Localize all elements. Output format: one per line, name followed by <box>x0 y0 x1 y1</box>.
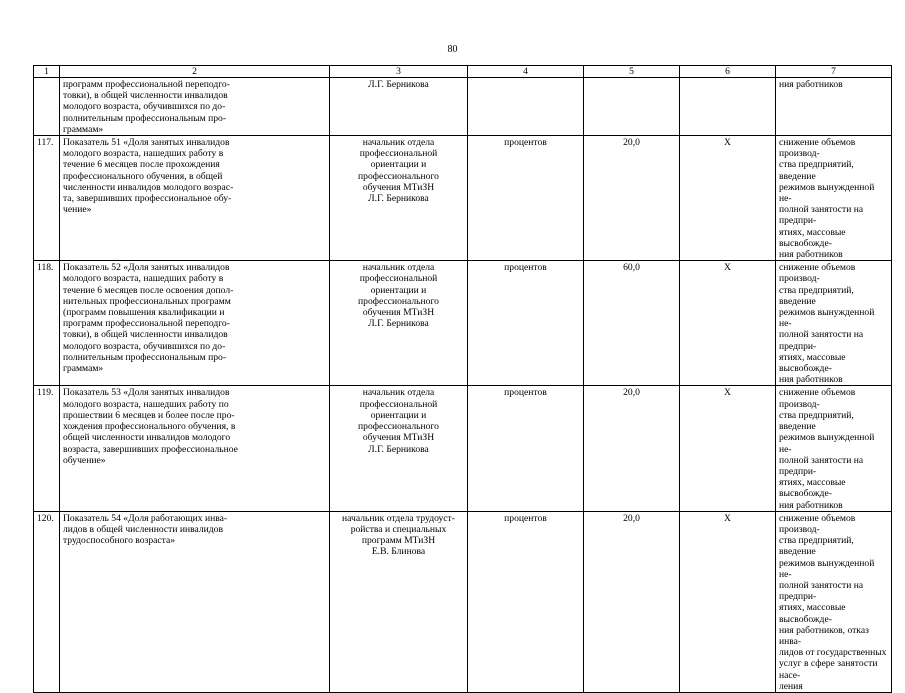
responsible-text: начальник отдела профессиональной ориентации и профессионального обучения МТиЗН Л.Г. Берникова <box>358 262 439 330</box>
responsible-text: начальник отдела профессиональной ориентации и профессионального обучения МТиЗН Л.Г. Берникова <box>358 387 439 455</box>
value-cell: 20,0 <box>584 386 680 511</box>
value-cell: 20,0 <box>584 511 680 692</box>
row-number-cell <box>34 78 60 136</box>
column-number-row <box>34 66 892 78</box>
indicator-name-text: Показатель 52 «Доля занятых инвалидов молодого возраста, нашедших работу в течение 6 месяцев после освоения допол- нительных профессиональных программ (программ повышения квалификации и программ профессиональной переподго- товки), в общей численности инвалидов молодого возраста, обучившихся по до- полнительным профессиональным про- граммам» <box>63 262 234 375</box>
indicator-name-text: Показатель 51 «Доля занятых инвалидов молодого возраста, нашедших работу в течение 6 месяцев после прохождения профессионального обучения, в общей численности инвалидов молодого возрас- та, завершивших профессиональное обу- чение» <box>63 137 234 216</box>
risk-text: снижение объемов производ- ства предприятий, введение режимов вынужденной не- полной занятости на предпри- ятиях, массовые высвобожде- ния работников, отказ инва- лидов от государственных услуг в сфере занятости насе- ления <box>779 512 887 692</box>
unit-cell: процентов <box>468 261 584 386</box>
risk-text: снижение объемов производ- ства предприятий, введение режимов вынужденной не- полной занятости на предпри- ятиях, массовые высвобожде- ния работников <box>779 137 875 261</box>
value-cell: 60,0 <box>584 261 680 386</box>
risk-text: ния работников <box>779 79 843 90</box>
responsible-cell <box>330 261 468 386</box>
indicator-name-cell <box>60 386 330 511</box>
risk-cell <box>776 136 892 261</box>
row-number-cell: 117. <box>34 136 60 261</box>
indicators-table <box>33 65 892 693</box>
column-header: 7 <box>776 66 892 78</box>
risk-cell <box>776 78 892 136</box>
value-cell: 20,0 <box>584 136 680 261</box>
column-header: 4 <box>468 66 584 78</box>
mark-cell: X <box>680 261 776 386</box>
table-row <box>34 261 892 386</box>
indicator-name-text: программ профессиональной переподго- товки), в общей численности инвалидов молодого возраста, обучившихся по до- полнительным профессиональным про- граммам» <box>63 79 230 135</box>
risk-text: снижение объемов производ- ства предприятий, введение режимов вынужденной не- полной занятости на предпри- ятиях, массовые высвобожде- ния работников <box>779 387 875 511</box>
column-header: 6 <box>680 66 776 78</box>
mark-cell: X <box>680 136 776 261</box>
indicator-name-cell <box>60 78 330 136</box>
column-header: 1 <box>34 66 60 78</box>
indicator-name-cell <box>60 261 330 386</box>
column-header: 2 <box>60 66 330 78</box>
responsible-cell <box>330 78 468 136</box>
mark-cell: X <box>680 511 776 692</box>
column-header: 3 <box>330 66 468 78</box>
table-row <box>34 511 892 692</box>
table-row <box>34 78 892 136</box>
risk-text: снижение объемов производ- ства предприятий, введение режимов вынужденной не- полной занятости на предпри- ятиях, массовые высвобожде- ния работников <box>779 262 875 386</box>
value-cell <box>584 78 680 136</box>
indicator-name-cell <box>60 511 330 692</box>
unit-cell: процентов <box>468 386 584 511</box>
row-number-cell: 118. <box>34 261 60 386</box>
responsible-text: Л.Г. Берникова <box>368 79 429 90</box>
page-number: 80 <box>447 44 458 55</box>
unit-cell: процентов <box>468 136 584 261</box>
mark-cell <box>680 78 776 136</box>
unit-cell <box>468 78 584 136</box>
row-number-cell: 119. <box>34 386 60 511</box>
responsible-text: начальник отдела трудоуст- ройства и специальных программ МТиЗН Е.В. Блинова <box>342 512 455 558</box>
responsible-cell <box>330 511 468 692</box>
risk-cell <box>776 511 892 692</box>
table-row <box>34 136 892 261</box>
responsible-cell <box>330 386 468 511</box>
table-row <box>34 386 892 511</box>
indicator-name-text: Показатель 53 «Доля занятых инвалидов молодого возраста, нашедших работу по прошествии 6 месяцев и более после про- хождения профессионального обучения, в общей численности инвалидов молодого возраста, завершивших профессиональное обучение» <box>63 387 238 466</box>
responsible-text: начальник отдела профессиональной ориентации и профессионального обучения МТиЗН Л.Г. Берникова <box>358 137 439 205</box>
column-header: 5 <box>584 66 680 78</box>
unit-cell: процентов <box>468 511 584 692</box>
indicator-name-text: Показатель 54 «Доля работающих инва- лидов в общей численности инвалидов трудоспособного возраста» <box>63 512 228 547</box>
row-number-cell: 120. <box>34 511 60 692</box>
indicator-name-cell <box>60 136 330 261</box>
responsible-cell <box>330 136 468 261</box>
risk-cell <box>776 261 892 386</box>
risk-cell <box>776 386 892 511</box>
mark-cell: X <box>680 386 776 511</box>
